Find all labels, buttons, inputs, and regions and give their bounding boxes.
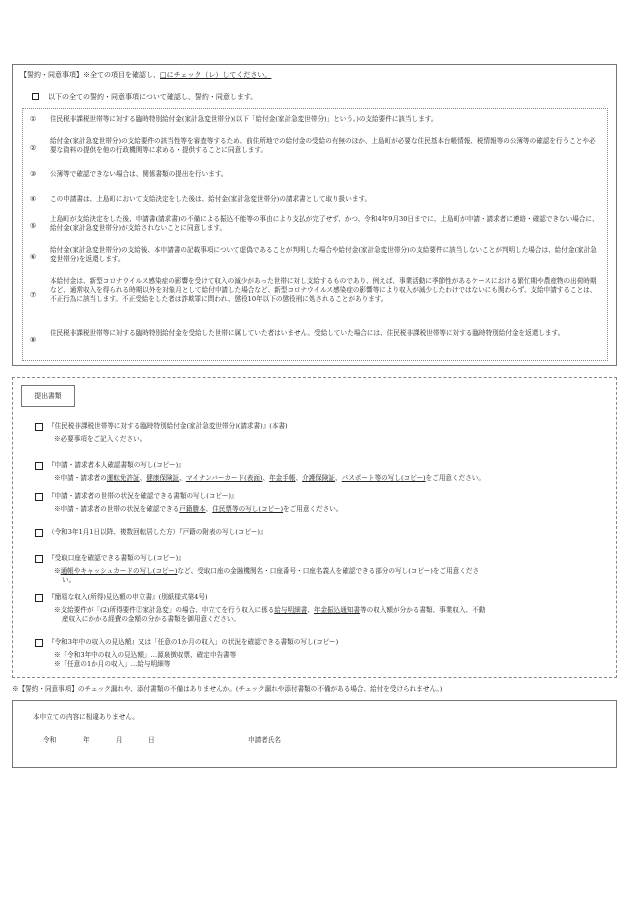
note-sep: 、 [307,606,314,614]
document-note [54,567,479,576]
document-title: 『令和3年中の収入の見込額』又は「任意の1か月の収入」の状況を確認できる書類の写し(コピー) [48,638,339,646]
note-underlined: 住民票等の写し(コピー) [212,505,284,513]
note-text: ※「任意の1か月の収入」…給与明細等 [54,660,171,668]
note-text: ※支給要件が「(2)所得要件②家計急変」の場合、申立てを行う収入に係る [54,606,275,614]
note-underlined: 健康保険証 [146,474,180,482]
document-checkbox[interactable] [35,594,43,602]
note-underlined: 年金手帳 [269,474,296,482]
warning-text: ※【誓約・同意事項】のチェック漏れや、添付書類の不備はありませんか。(チェック漏れや添付書類の不備がある場合、給付を受けられません。) [12,685,443,693]
consent-item-text: 住民税非課税世帯等に対する臨時特別給付金を受給した世帯に属していた者はいません。受給していた場合には、住民税非課税世帯等に対する臨時特別給付金を返還します。 [50,329,565,337]
document-title: 『申請・請求者の世帯の状況を確認できる書類の写し(コピー)』 [48,492,238,500]
consent-item-text: 住民税非課税世帯等に対する臨時特別給付金(家計急変世帯分)(以下「給付金(家計急変世帯分)」という。)の支給要件に該当します。 [50,115,438,123]
consent-item-number: ⑤ [30,222,37,230]
note-sep: 、 [295,474,303,482]
document-note [54,606,485,615]
note-sep: 、 [179,474,186,482]
note-sep: 、 [262,474,270,482]
documents-section [12,377,617,678]
consent-item-number: ⑥ [30,253,37,261]
consent-items-box [22,108,608,361]
note-text: をご用意ください。 [425,474,485,482]
document-title: 『簡易な収入(所得)見込額の申立書』(別紙様式第4号) [48,593,208,601]
note-underlined: 運転免許証 [106,474,140,482]
consent-item-text: 本給付金は、新型コロナウイルス感染症の影響を受けて収入の減少があった世帯に対し支給するものであり、例えば、事業活動に季節性があるケースにおける繁忙期や農産物の出荷時期など、通常収入を得られる時期以外を対象月として給付申請した場合など、新型コロナウイルス感染症の影響等により収入が減少したわけではないにも関わらず、支給申請することは、不正行為に該当します。不正受給をした者は詐欺罪に問われ、懲役10年以下の懲役刑に処されることがあります。 [50,277,597,303]
note-text: ※ [54,567,61,575]
consent-item-number: ④ [30,195,37,203]
note-text: ※申請・請求者の [54,474,107,482]
note-sep: 、 [335,474,342,482]
document-checkbox[interactable] [35,555,43,563]
note-underlined: 戸籍謄本 [179,505,206,513]
document-title: （令和3年1月1日以降、複数回転居した方）『戸籍の附表の写し(コピー)』 [48,528,267,536]
note-text: 産収入にかかる経費の金額の分かる書類を御用意ください。 [62,615,241,623]
document-checkbox[interactable] [35,423,43,431]
consent-item-number: ① [30,115,37,123]
note-underlined: パスポート等の写し(コピー) [341,474,426,482]
document-note [54,660,170,669]
note-underlined: 介護保険証 [302,474,336,482]
note-text: ※必要事項をご記入ください。 [54,435,147,443]
agree-all-label: 以下の全ての誓約・同意事項について確認し、誓約・同意します。 [48,93,258,101]
note-text: い。 [62,576,76,584]
consent-item-number: ⑧ [30,336,37,344]
consent-item-text: 給付金(家計急変世帯分)の支給後、本申請書の記載事項について虚偽であることが判明した場合や給付金(家計急変世帯分)の支給要件に該当しないことが判明した場合は、給付金(家計急変世帯分)を返還します。 [50,246,597,263]
consent-item-number: ② [30,144,37,152]
document-note [54,474,485,483]
document-note-cont [62,576,75,585]
document-note [54,651,236,660]
document-note-cont [62,615,240,624]
note-underlined: 給与明細書 [274,606,308,614]
document-title: 『住民税非課税世帯等に対する臨時特別給付金(家計急変世帯分)(請求書)』(本書) [48,422,288,430]
consent-item-number: ⑦ [30,291,37,299]
consent-item-text: 上島町が支給決定をした後、申請書(請求書)の不備による振込不能等の事由により支払が完了せず、かつ、令和4年9月30日までに、上島町が申請・請求者に連絡・確認できない場合に、給付金(家計急変世帯分)が支給されないことに同意します。 [50,215,599,232]
note-sep: 、 [205,505,213,513]
note-text: をご用意ください。 [283,505,343,513]
document-title: 『申請・請求者本人確認書類の写し(コピー)』 [48,461,185,469]
date-era: 令和 [43,736,57,744]
document-checkbox[interactable] [35,462,43,470]
consent-item-text: この申請書は、上島町において支給決定をした後は、給付金(家計急変世帯分)の請求書として取り扱います。 [50,195,372,203]
date-day-field[interactable]: 日 [148,736,155,744]
declaration-text: 本申立ての内容に相違ありません。 [33,713,139,721]
consent-item-number: ③ [30,170,37,178]
documents-label: 提出書類 [21,385,75,407]
note-underlined: 通帳やキャッシュカードの写し(コピー) [60,567,178,575]
consent-header [20,71,271,80]
document-note [54,435,146,444]
consent-header-instruction: □にチェック（レ）してください。 [160,71,272,79]
applicant-name-label: 申請者氏名 [248,736,281,744]
document-checkbox[interactable] [35,493,43,501]
document-checkbox[interactable] [35,529,43,537]
note-text: など、受取口座の金融機関名・口座番号・口座名義人を確認できる部分の写し(コピー)をご用意くださ [177,567,480,575]
agree-all-checkbox[interactable] [32,93,39,100]
consent-item-text: 公簿等で確認できない場合は、関係書類の提出を行います。 [50,170,228,178]
note-text: ※「令和3年中の収入の見込額」…源泉徴収票、確定申告書等 [54,651,237,659]
note-underlined: 年金振込通知書 [313,606,361,614]
document-title: 『受取口座を確認できる書類の写し(コピー)』 [48,554,185,562]
note-text: 等の収入額が分かる書類、事業収入、不動 [360,606,486,614]
note-sep: 、 [139,474,147,482]
date-month-field[interactable]: 月 [116,736,123,744]
date-year-field[interactable]: 年 [83,736,90,744]
consent-item-text: 給付金(家計急変世帯分)の支給要件の該当性等を審査等するため、前住所地での給付金の受給の有無のほか、上島町が必要な住民基本台帳情報、税情報等の公簿等の確認を行うことや必要な資料の提供を他の行政機関等に求める・提供することに同意します。 [50,137,596,154]
document-checkbox[interactable] [35,639,43,647]
note-text: ※申請・請求者の世帯の状況を確認できる [54,505,180,513]
note-underlined: マイナンバーカード(表面) [185,474,263,482]
consent-section [12,64,617,366]
document-note [54,505,342,514]
declaration-section [12,700,617,768]
consent-header-title: 【誓約・同意事項】※全ての項目を確認し、 [20,71,160,79]
agree-all-row[interactable] [32,93,257,102]
